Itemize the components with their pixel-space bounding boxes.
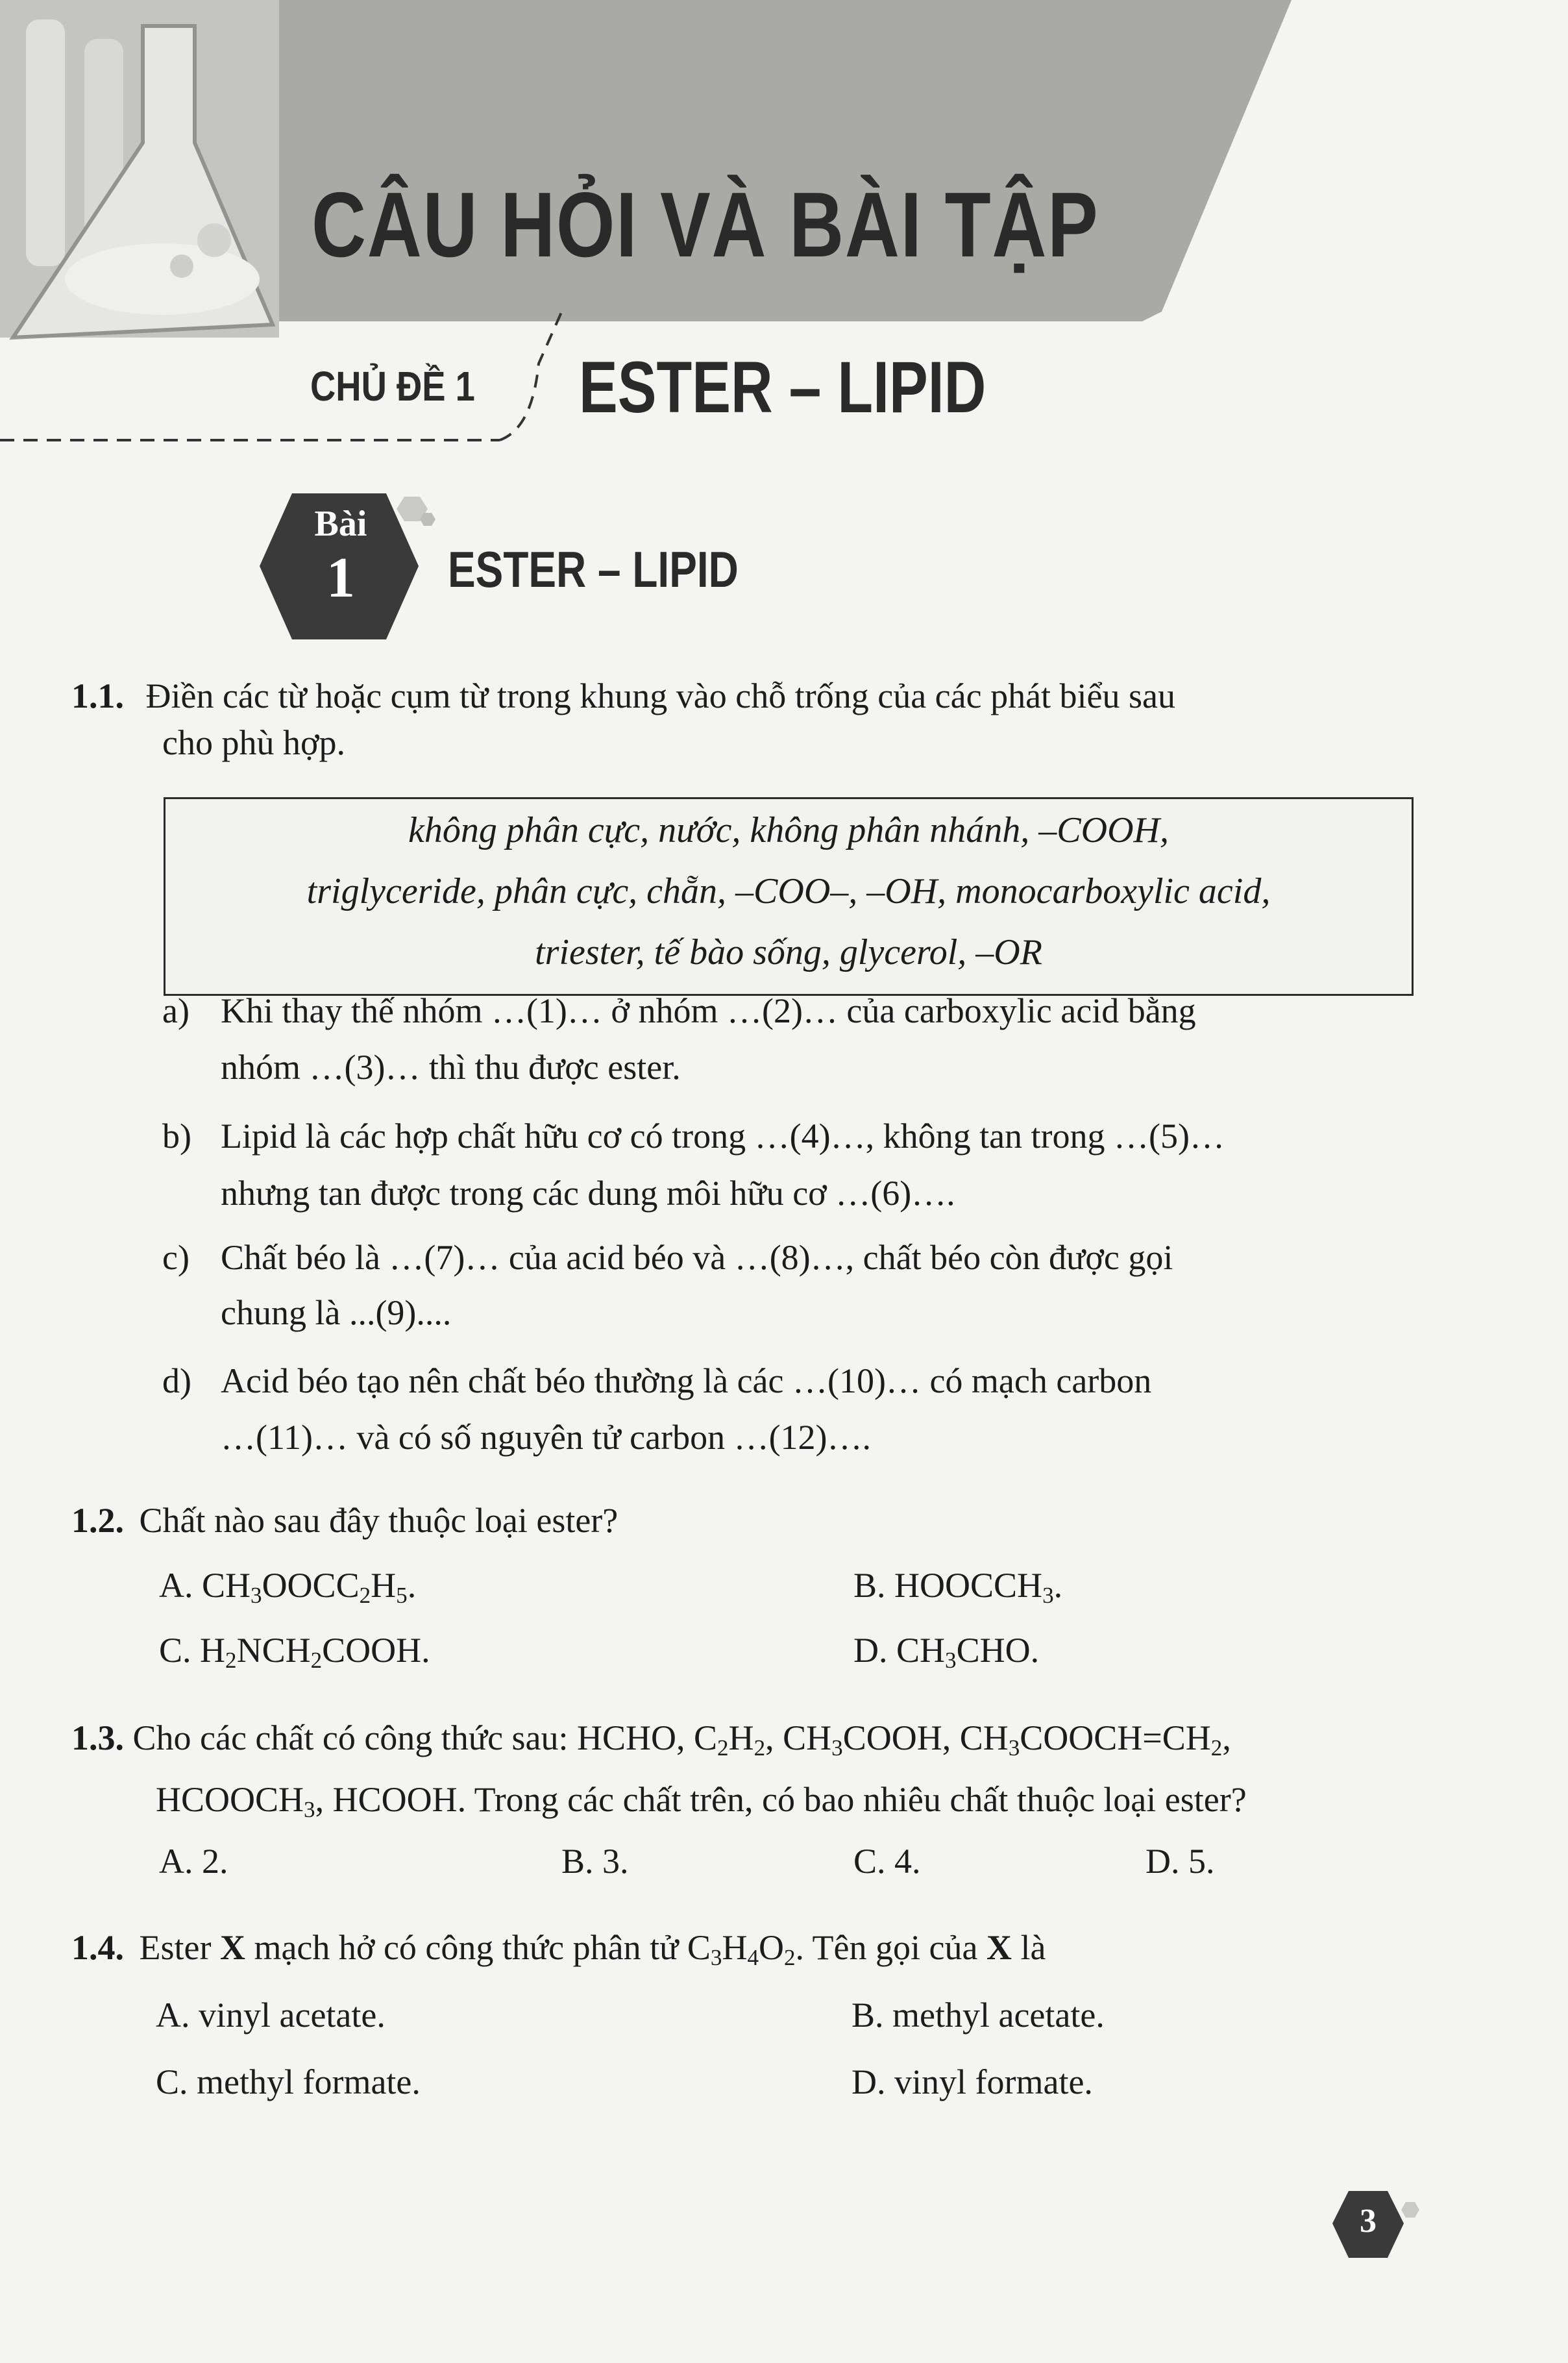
question-number: 1.2. xyxy=(71,1501,124,1540)
option-a: A. vinyl acetate. xyxy=(156,1996,386,2035)
topic-label: CHỦ ĐỀ 1 xyxy=(310,363,475,410)
question-number: 1.4. xyxy=(71,1928,124,1967)
question-prompt: Chất nào sau đây thuộc loại ester? xyxy=(139,1501,619,1540)
option-c: C. methyl formate. xyxy=(156,2062,421,2101)
question-1-4: 1.4. Ester X mạch hở có công thức phân tử $C_3H_4O_2$. Tên gọi của X là xyxy=(71,1928,1046,1970)
item-label: b) xyxy=(162,1117,191,1156)
option-c: C. 4. xyxy=(853,1842,921,1881)
item-text: chung là ...(9).... xyxy=(221,1293,452,1332)
question-prompt: Điền các từ hoặc cụm từ trong khung vào chỗ trống của các phát biểu sau xyxy=(145,676,1175,715)
question-1-3: 1.3. Cho các chất có công thức sau: HCHO, $C_2H_2$, $CH_3COOH$, $CH_3COOCH=CH_2$, xyxy=(71,1718,1231,1761)
item-text: Lipid là các hợp chất hữu cơ có trong …(4)…, không tan trong …(5)… xyxy=(221,1117,1225,1156)
item-text: nhóm …(3)… thì thu được ester. xyxy=(221,1048,681,1087)
lesson-title: ESTER – LIPID xyxy=(448,541,739,598)
item-text: nhưng tan được trong các dung môi hữu cơ …(6)…. xyxy=(221,1174,955,1213)
question-1-2 xyxy=(71,1500,618,1542)
topic-title: ESTER – LIPID xyxy=(579,347,986,428)
word-box-line: triester, tế bào sống, glycerol, –OR xyxy=(535,932,1042,972)
question-prompt-cont: cho phù hợp. xyxy=(162,723,346,762)
item-label: a) xyxy=(162,991,190,1030)
item-label: d) xyxy=(162,1361,191,1400)
option-b: B. $HOOCCH_3$. xyxy=(853,1566,1063,1608)
page-title: CÂU HỎI VÀ BÀI TẬP xyxy=(312,173,1099,277)
option-d: D. vinyl formate. xyxy=(851,2062,1093,2101)
word-box-line: không phân cực, nước, không phân nhánh, –COOH, xyxy=(408,810,1169,850)
item-text: …(11)… và có số nguyên tử carbon …(12)…. xyxy=(221,1418,872,1457)
lesson-number: 1 xyxy=(326,547,355,610)
lesson-label: Bài xyxy=(314,504,367,544)
option-a: A. 2. xyxy=(159,1842,228,1881)
item-label: c) xyxy=(162,1238,190,1277)
item-text: Khi thay thế nhóm …(1)… ở nhóm …(2)… của carboxylic acid bằng xyxy=(221,991,1196,1030)
option-d: D. $CH_3CHO$. xyxy=(853,1631,1040,1673)
word-box xyxy=(164,797,1414,996)
option-b: B. methyl acetate. xyxy=(851,1996,1105,2035)
question-1-1 xyxy=(71,675,1175,717)
option-d: D. 5. xyxy=(1145,1842,1215,1881)
option-c: C. $H_2NCH_2COOH$. xyxy=(159,1631,430,1673)
question-prompt-cont: $HCOOCH_3$, HCOOH. Trong các chất trên, có bao nhiêu chất thuộc loại ester? xyxy=(156,1780,1247,1822)
option-a: A. $CH_3OOCC_2H_5$. xyxy=(159,1566,417,1608)
question-number: 1.1. xyxy=(71,676,124,715)
option-b: B. 3. xyxy=(561,1842,629,1881)
page-number: 3 xyxy=(1360,2203,1377,2240)
item-text: Chất béo là …(7)… của acid béo và …(8)…, chất béo còn được gọi xyxy=(221,1238,1173,1277)
item-text: Acid béo tạo nên chất béo thường là các …(10)… có mạch carbon xyxy=(221,1361,1152,1400)
question-number: 1.3. xyxy=(71,1718,124,1757)
word-box-line: triglyceride, phân cực, chẵn, –COO–, –OH, monocarboxylic acid, xyxy=(306,871,1271,911)
